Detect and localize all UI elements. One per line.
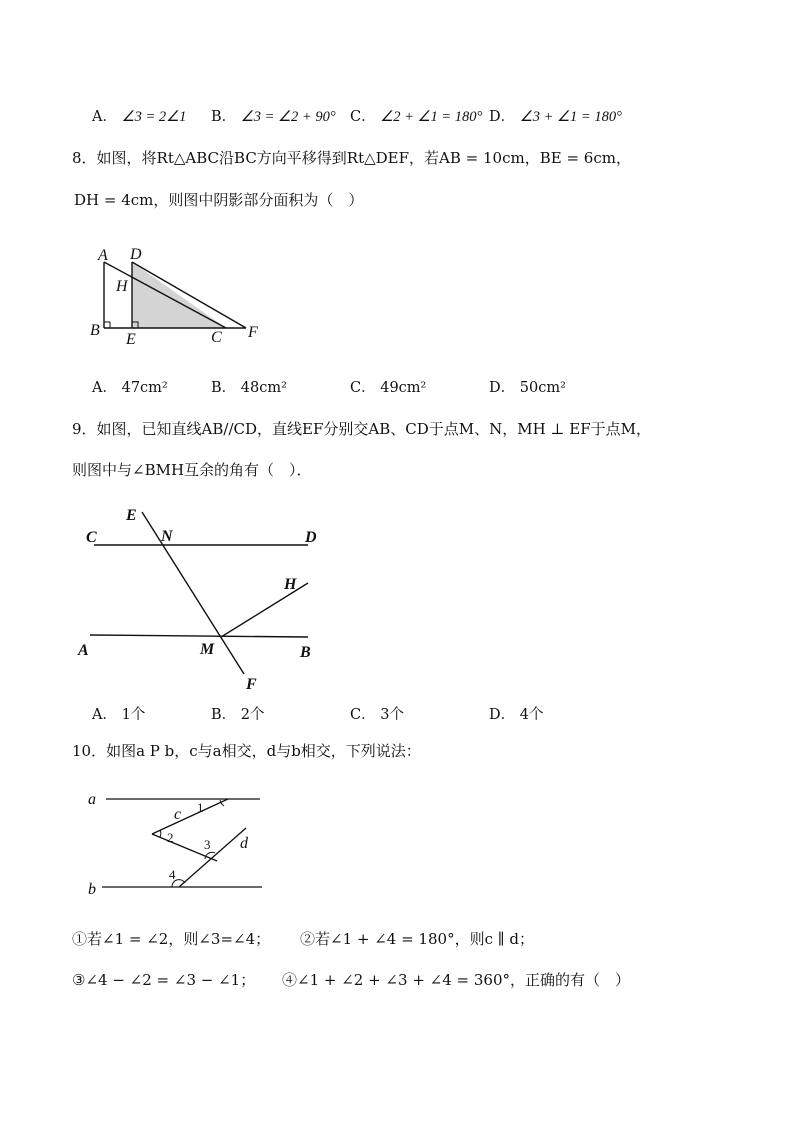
label-b: B [300, 644, 311, 661]
label-f: F [248, 324, 258, 341]
option-text: 50cm² [519, 380, 566, 396]
label-b: b [88, 881, 96, 898]
q10-statement-2: ②若∠1 + ∠4 = 180°，则c ∥ d； [300, 930, 535, 948]
option-letter: A． [92, 707, 117, 723]
label-h: H [116, 278, 128, 295]
q9-figure [72, 500, 342, 696]
label-f: F [246, 676, 257, 693]
option-letter: B． [211, 707, 237, 723]
label-n: N [161, 528, 173, 545]
label-c: C [86, 529, 97, 546]
q9-option-a[interactable] [92, 705, 145, 725]
unshaded-region [104, 262, 132, 328]
q8-option-b[interactable] [211, 378, 287, 398]
q10-statement-3: ③∠4 − ∠2 = ∠3 − ∠1； [72, 971, 256, 989]
q9-option-c[interactable] [350, 705, 404, 725]
q10-stem: 10．如图a P b，c与a相交，d与b相交，下列说法： [72, 742, 421, 760]
option-letter: D． [489, 380, 516, 396]
label-e: E [126, 507, 137, 524]
option-letter: C． [350, 380, 376, 396]
label-d: D [130, 246, 142, 263]
option-letter: D． [489, 707, 516, 723]
option-text: 3个 [380, 707, 404, 723]
label-c: C [211, 329, 222, 346]
option-letter: A． [92, 109, 117, 125]
label-h: H [284, 576, 297, 593]
q10-statement-1: ①若∠1 = ∠2，则∠3=∠4； [72, 930, 271, 948]
q9-stem-line1: 9．如图，已知直线AB//CD，直线EF分别交AB、CD于点M、N，MH ⊥ EF于点M， [72, 420, 652, 438]
q9-option-b[interactable] [211, 705, 265, 725]
label-1: 1 [197, 800, 204, 815]
shaded-region [132, 262, 226, 328]
line-d [179, 828, 246, 887]
label-d: d [240, 835, 248, 852]
option-text: ∠2 + ∠1 = 180° [380, 109, 483, 125]
label-a: A [78, 642, 89, 659]
q10-figure [84, 786, 269, 898]
q10-statement-4: ④∠1 + ∠2 + ∠3 + ∠4 = 360°，正确的有（ ） [282, 971, 630, 989]
q8-stem-line1: 8．如图，将Rt△ABC沿BC方向平移得到Rt△DEF，若AB = 10cm，BE = 6cm， [72, 149, 631, 167]
option-letter: C． [350, 707, 376, 723]
option-text: ∠3 = 2∠1 [121, 109, 187, 125]
option-text: 2个 [240, 707, 265, 723]
q7-option-d[interactable] [489, 107, 622, 127]
q8-option-a[interactable] [92, 378, 168, 398]
q7-option-b[interactable] [211, 107, 336, 127]
line-ef [142, 512, 244, 674]
label-a: a [88, 791, 96, 808]
angle-mark-2 [160, 830, 161, 837]
label-d: D [305, 529, 317, 546]
q9-stem-line2: 则图中与∠BMH互余的角有（ ）． [72, 461, 312, 479]
label-4: 4 [169, 867, 176, 882]
option-letter: B． [211, 109, 237, 125]
q8-figure [86, 244, 266, 348]
label-3: 3 [204, 837, 211, 852]
option-text: ∠3 + ∠1 = 180° [519, 109, 622, 125]
option-letter: B． [211, 380, 237, 396]
q8-option-d[interactable] [489, 378, 566, 398]
label-a: A [98, 247, 108, 264]
option-text: 48cm² [240, 380, 287, 396]
label-2: 2 [167, 830, 174, 845]
option-letter: A． [92, 380, 117, 396]
q8-stem-line2: DH = 4cm，则图中阴影部分面积为（ ） [74, 191, 364, 209]
label-b: B [90, 322, 100, 339]
option-text: ∠3 = ∠2 + 90° [240, 109, 336, 125]
q8-option-c[interactable] [350, 378, 426, 398]
option-text: 1个 [121, 707, 146, 723]
option-letter: D． [489, 109, 516, 125]
q7-option-a[interactable] [92, 107, 186, 127]
line-ab [90, 635, 308, 637]
option-text: 49cm² [380, 380, 427, 396]
label-e: E [126, 331, 136, 348]
option-letter: C． [350, 109, 376, 125]
option-text: 47cm² [121, 380, 168, 396]
q7-option-c[interactable] [350, 107, 482, 127]
label-c: c [174, 806, 182, 823]
option-text: 4个 [519, 707, 544, 723]
line-c [152, 799, 228, 834]
q9-option-d[interactable] [489, 705, 543, 725]
label-m: M [200, 641, 215, 658]
